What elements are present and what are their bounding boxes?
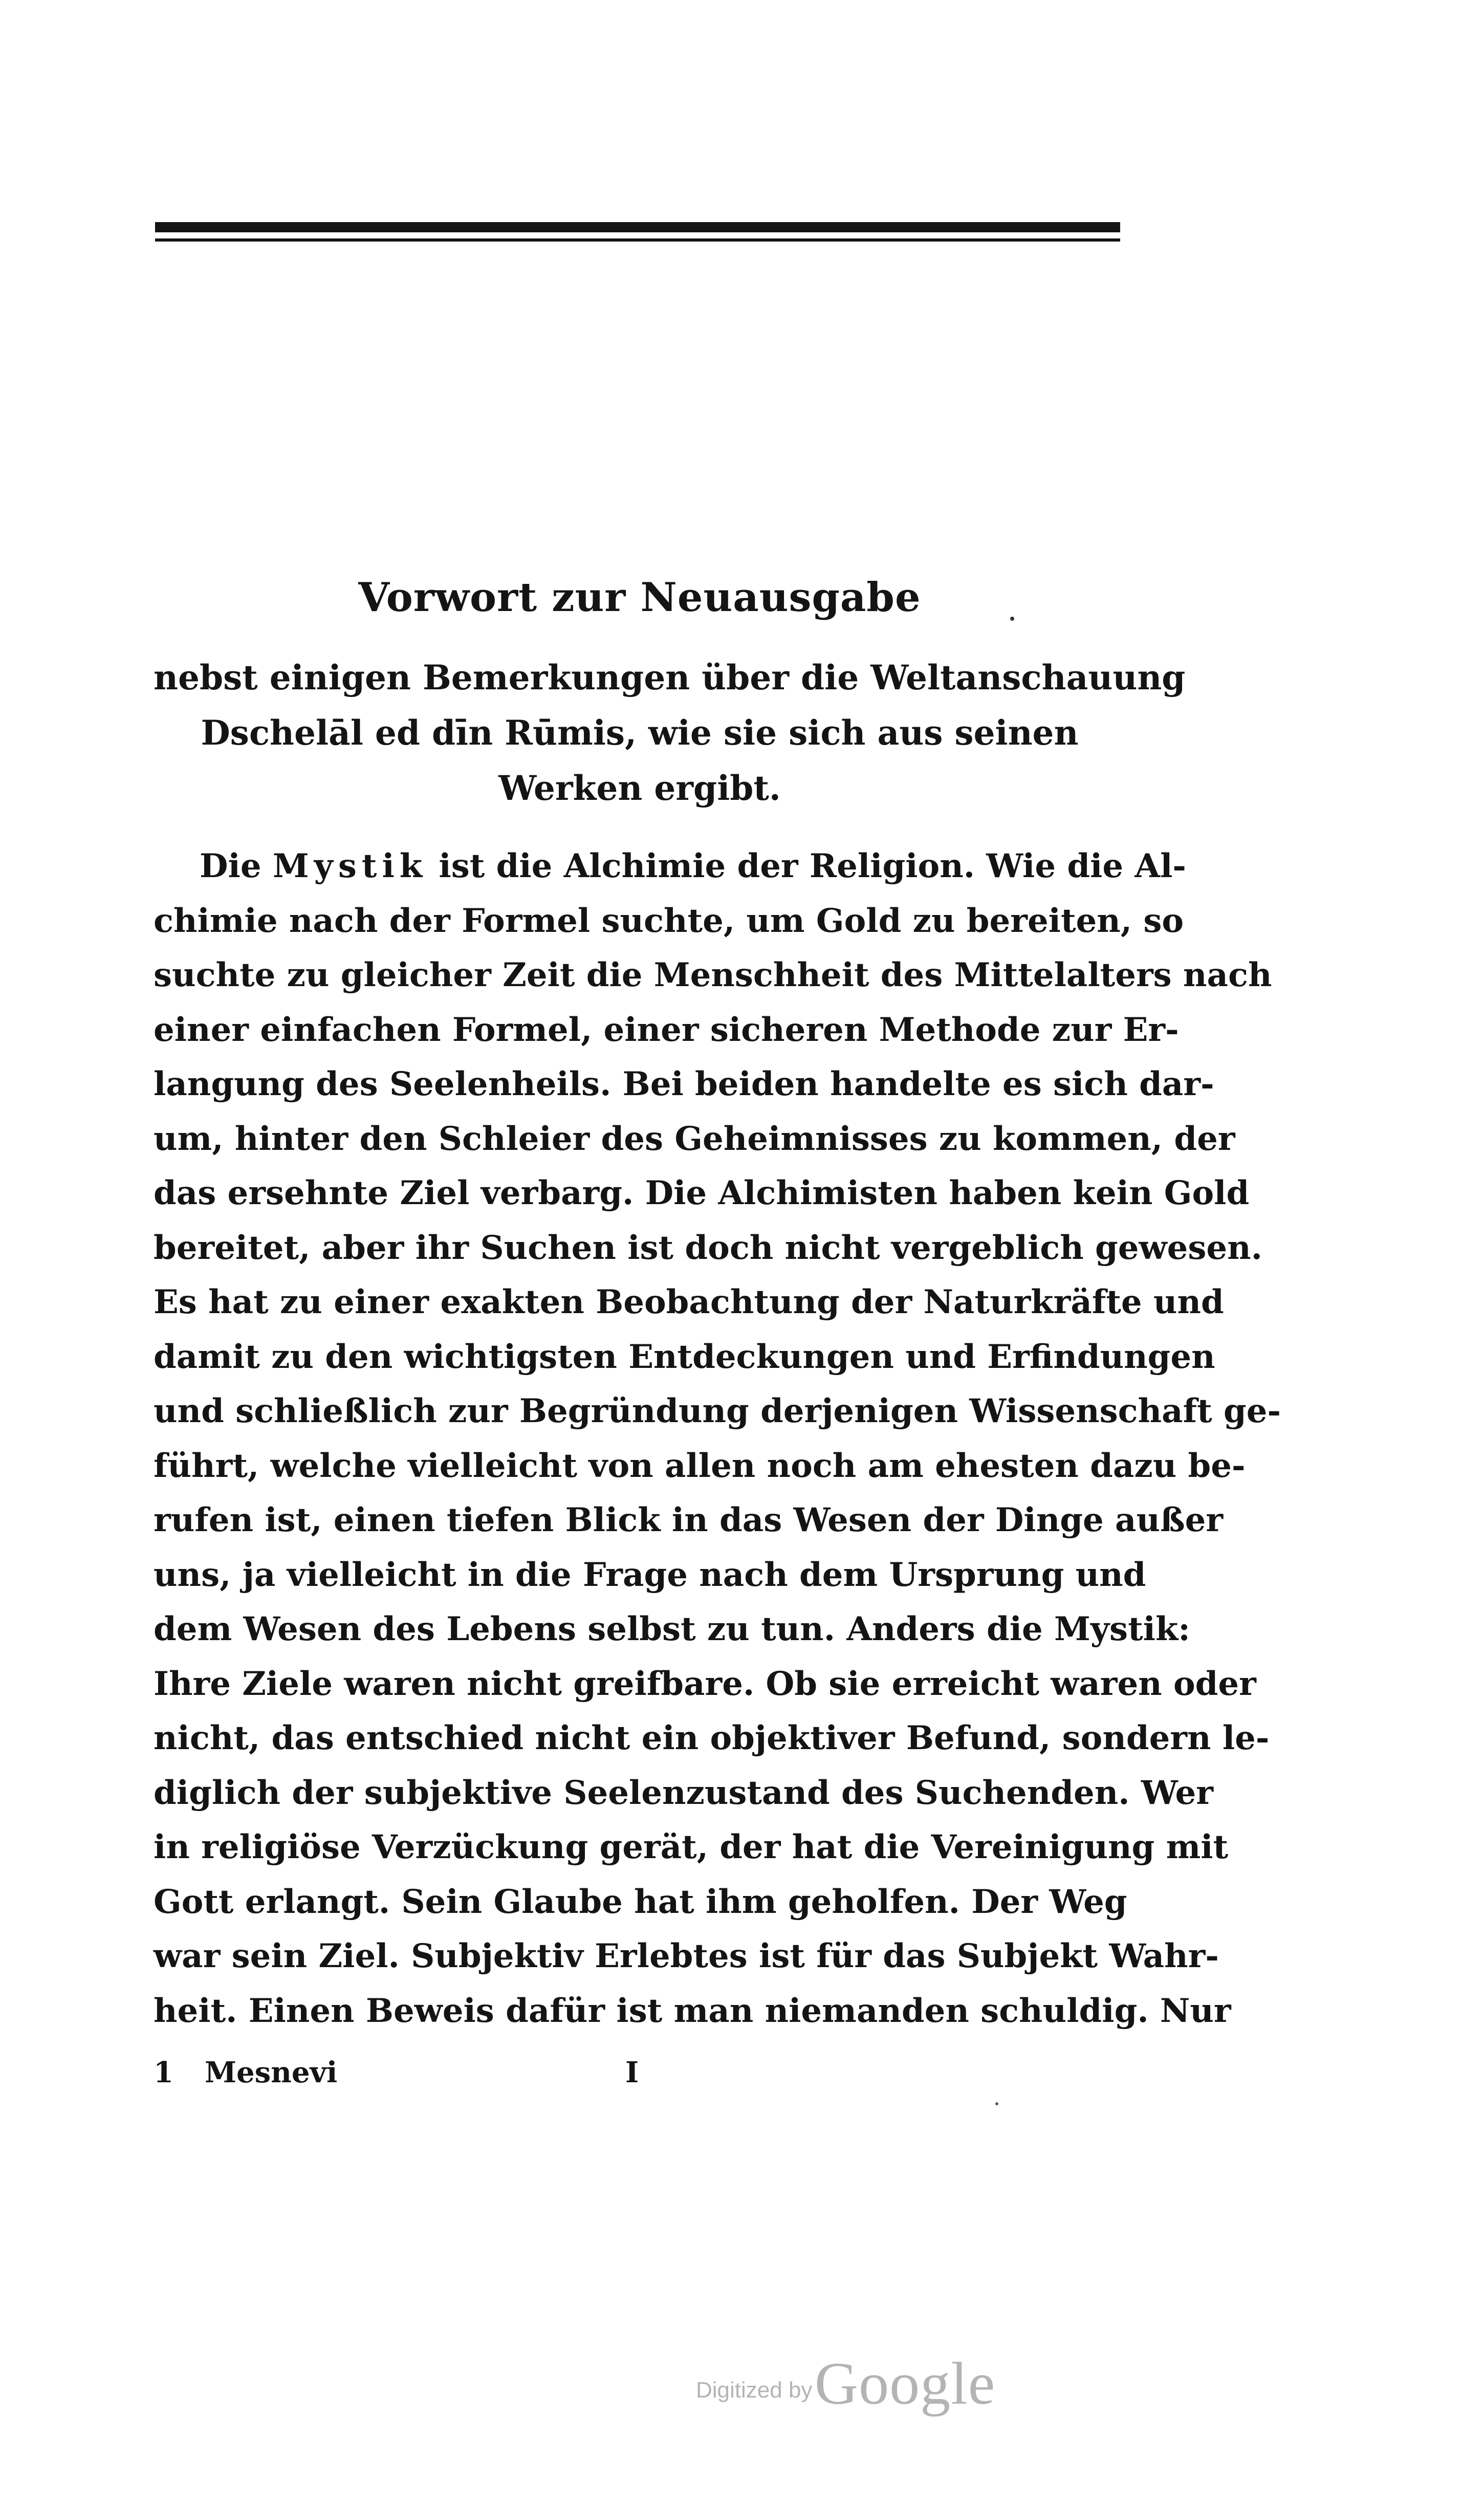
- text-line: Ihre Ziele waren nicht greifbare. Ob sie erreicht waren oder: [154, 1664, 1256, 1703]
- digitized-watermark: [696, 2349, 995, 2418]
- text-line: suchte zu gleicher Zeit die Menschheit des Mittelalters nach: [154, 956, 1272, 994]
- subtitle-line: nebst einigen Bemerkungen über die Weltanschauung: [154, 658, 1186, 698]
- stray-dot: [995, 2102, 998, 2105]
- text-line: damit zu den wichtigsten Entdeckungen und Erfindungen: [154, 1337, 1215, 1376]
- text-line: dem Wesen des Lebens selbst zu tun. Anders die Mystik:: [154, 1610, 1190, 1648]
- preface-title: Vorwort zur Neuausgabe: [358, 574, 921, 621]
- text-line: einer einfachen Formel, einer sicheren Methode zur Er-: [154, 1010, 1179, 1049]
- preface-subtitle: [154, 650, 1186, 816]
- text-line: Es hat zu einer exakten Beobachtung der Naturkräfte und: [154, 1283, 1224, 1321]
- text-line: das ersehnte Ziel verbarg. Die Alchimisten haben kein Gold: [154, 1174, 1250, 1212]
- page-number: I: [625, 2056, 639, 2089]
- text-line: uns, ja vielleicht in die Frage nach dem Ursprung und: [154, 1555, 1146, 1594]
- text-line: in religiöse Verzückung gerät, der hat die Vereinigung mit: [154, 1828, 1229, 1866]
- watermark-brand: Google: [814, 2350, 996, 2417]
- text-line: bereitet, aber ihr Suchen ist doch nicht vergeblich gewesen.: [154, 1228, 1262, 1267]
- text-line: chimie nach der Formel suchte, um Gold zu bereiten, so: [154, 901, 1184, 940]
- body-paragraph: [154, 839, 1281, 2038]
- text-line: heit. Einen Beweis dafür ist man niemanden schuldig. Nur: [154, 1991, 1231, 2030]
- header-rule-thick: [155, 222, 1120, 232]
- text-line: um, hinter den Schleier des Geheimnisses zu kommen, der: [154, 1119, 1235, 1158]
- text-line: Gott erlangt. Sein Glaube hat ihm geholfen. Der Weg: [154, 1882, 1127, 1921]
- watermark-prefix: Digitized by: [696, 2378, 813, 2403]
- text-fragment: ist die Alchimie der Religion. Wie die Al-: [427, 847, 1186, 885]
- text-line: rufen ist, einen tiefen Blick in das Wesen der Dinge außer: [154, 1501, 1224, 1539]
- text-line: langung des Seelenheils. Bei beiden handelte es sich dar-: [154, 1065, 1214, 1103]
- text-line: und schließlich zur Begründung derjenigen Wissenschaft ge-: [154, 1392, 1281, 1430]
- text-line: führt, welche vielleicht von allen noch am ehesten dazu be-: [154, 1446, 1246, 1485]
- signature-label: Mesnevi: [205, 2056, 338, 2089]
- text-line: nicht, das entschied nicht ein objektiver Befund, sondern le-: [154, 1719, 1270, 1757]
- subtitle-line: Werken ergibt.: [498, 768, 781, 808]
- text-line: diglich der subjektive Seelenzustand des Suchenden. Wer: [154, 1773, 1213, 1812]
- text-line: war sein Ziel. Subjektiv Erlebtes ist für das Subjekt Wahr-: [154, 1937, 1219, 1975]
- text-fragment: Die: [200, 847, 273, 885]
- stray-dot: [1010, 617, 1014, 621]
- emphasized-word: Mystik: [272, 847, 428, 885]
- text-line: [154, 839, 1186, 894]
- header-rule-thin: [155, 238, 1120, 242]
- subtitle-line: Dschelāl ed dīn Rūmis, wie sie sich aus seinen: [201, 713, 1079, 753]
- signature-number: 1: [154, 2056, 173, 2089]
